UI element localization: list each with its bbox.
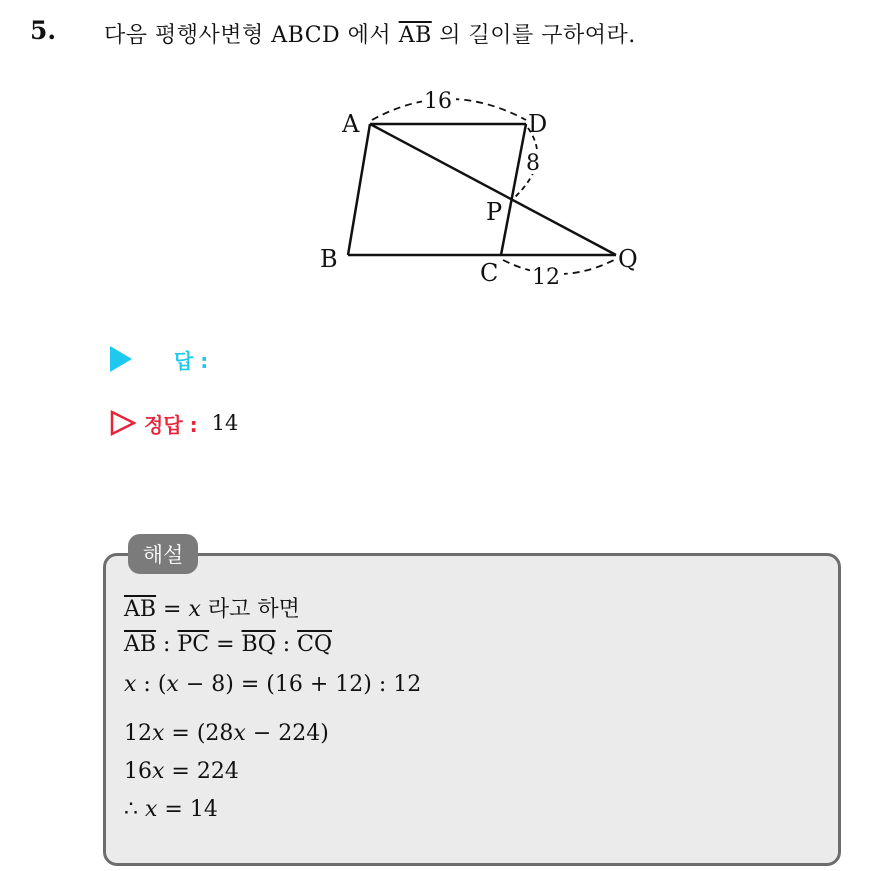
eq-sign: =	[209, 632, 242, 657]
edge-ab	[348, 124, 370, 255]
figure-svg	[300, 80, 660, 300]
var-x: x	[188, 597, 201, 622]
line-1-rest: 라고 하면	[200, 597, 300, 622]
question-text-after: 의 길이를 구하여라.	[431, 23, 636, 48]
question-number: 5.	[30, 16, 57, 45]
seg-ab: $\overline{AB}$	[124, 597, 157, 622]
parallelogram-figure	[300, 80, 660, 300]
var-x: x	[124, 672, 137, 697]
point-q-label: Q	[618, 245, 638, 273]
solution-line-4	[124, 721, 329, 746]
answer-label: 답 :	[174, 348, 209, 373]
colon: :	[275, 632, 298, 657]
line-3-rest: − 8) = (16 + 12) : 12	[178, 672, 422, 697]
point-p-label: P	[486, 198, 503, 226]
therefore-symbol: ∴	[124, 797, 145, 822]
line-4-mid: = (28	[164, 721, 234, 746]
colon: :	[156, 632, 178, 657]
line-3-mid: : (	[136, 672, 167, 697]
length-cq-label: 12	[532, 265, 560, 290]
length-ad-label: 16	[424, 89, 452, 114]
question-text-before: 다음 평행사변형 ABCD 에서	[104, 23, 399, 48]
line-4-rest: − 224)	[245, 721, 329, 746]
seg-cq: $\overline{CQ}$	[297, 632, 333, 657]
correct-answer-label: 정답 :	[144, 412, 198, 437]
filled-triangle-icon	[110, 346, 132, 372]
var-x: x	[233, 721, 246, 746]
segment-ab: $\overline{AB}$	[398, 23, 432, 48]
point-c-label: C	[480, 259, 499, 287]
coef: 12	[124, 721, 152, 746]
seg-ab: $\overline{AB}$	[124, 632, 157, 657]
seg-bq: $\overline{BQ}$	[241, 632, 276, 657]
solution-line-1	[124, 592, 300, 623]
solution-line-5	[124, 759, 239, 784]
coef: 16	[124, 759, 152, 784]
answer-row	[110, 344, 208, 374]
point-b-label: B	[320, 245, 338, 273]
solution-tag: 해설	[128, 534, 198, 574]
question-text	[104, 18, 636, 49]
var-x: x	[152, 721, 165, 746]
solution-line-3	[124, 672, 421, 697]
seg-pc: $\overline{PC}$	[177, 632, 210, 657]
solution-line-2	[124, 632, 332, 657]
correct-answer-row	[110, 408, 238, 438]
point-d-label: D	[528, 110, 548, 138]
eq-sign: =	[156, 597, 189, 622]
line-6-rest: = 14	[157, 797, 218, 822]
outline-triangle-icon	[110, 410, 136, 436]
var-x: x	[152, 759, 165, 784]
correct-answer-value: 14	[211, 411, 239, 435]
edge-aq	[370, 124, 616, 255]
solution-line-6	[124, 797, 218, 822]
var-x: x	[166, 672, 179, 697]
line-5-rest: = 224	[164, 759, 239, 784]
point-a-label: A	[342, 110, 360, 138]
var-x: x	[145, 797, 158, 822]
length-dp-label: 8	[526, 151, 540, 176]
